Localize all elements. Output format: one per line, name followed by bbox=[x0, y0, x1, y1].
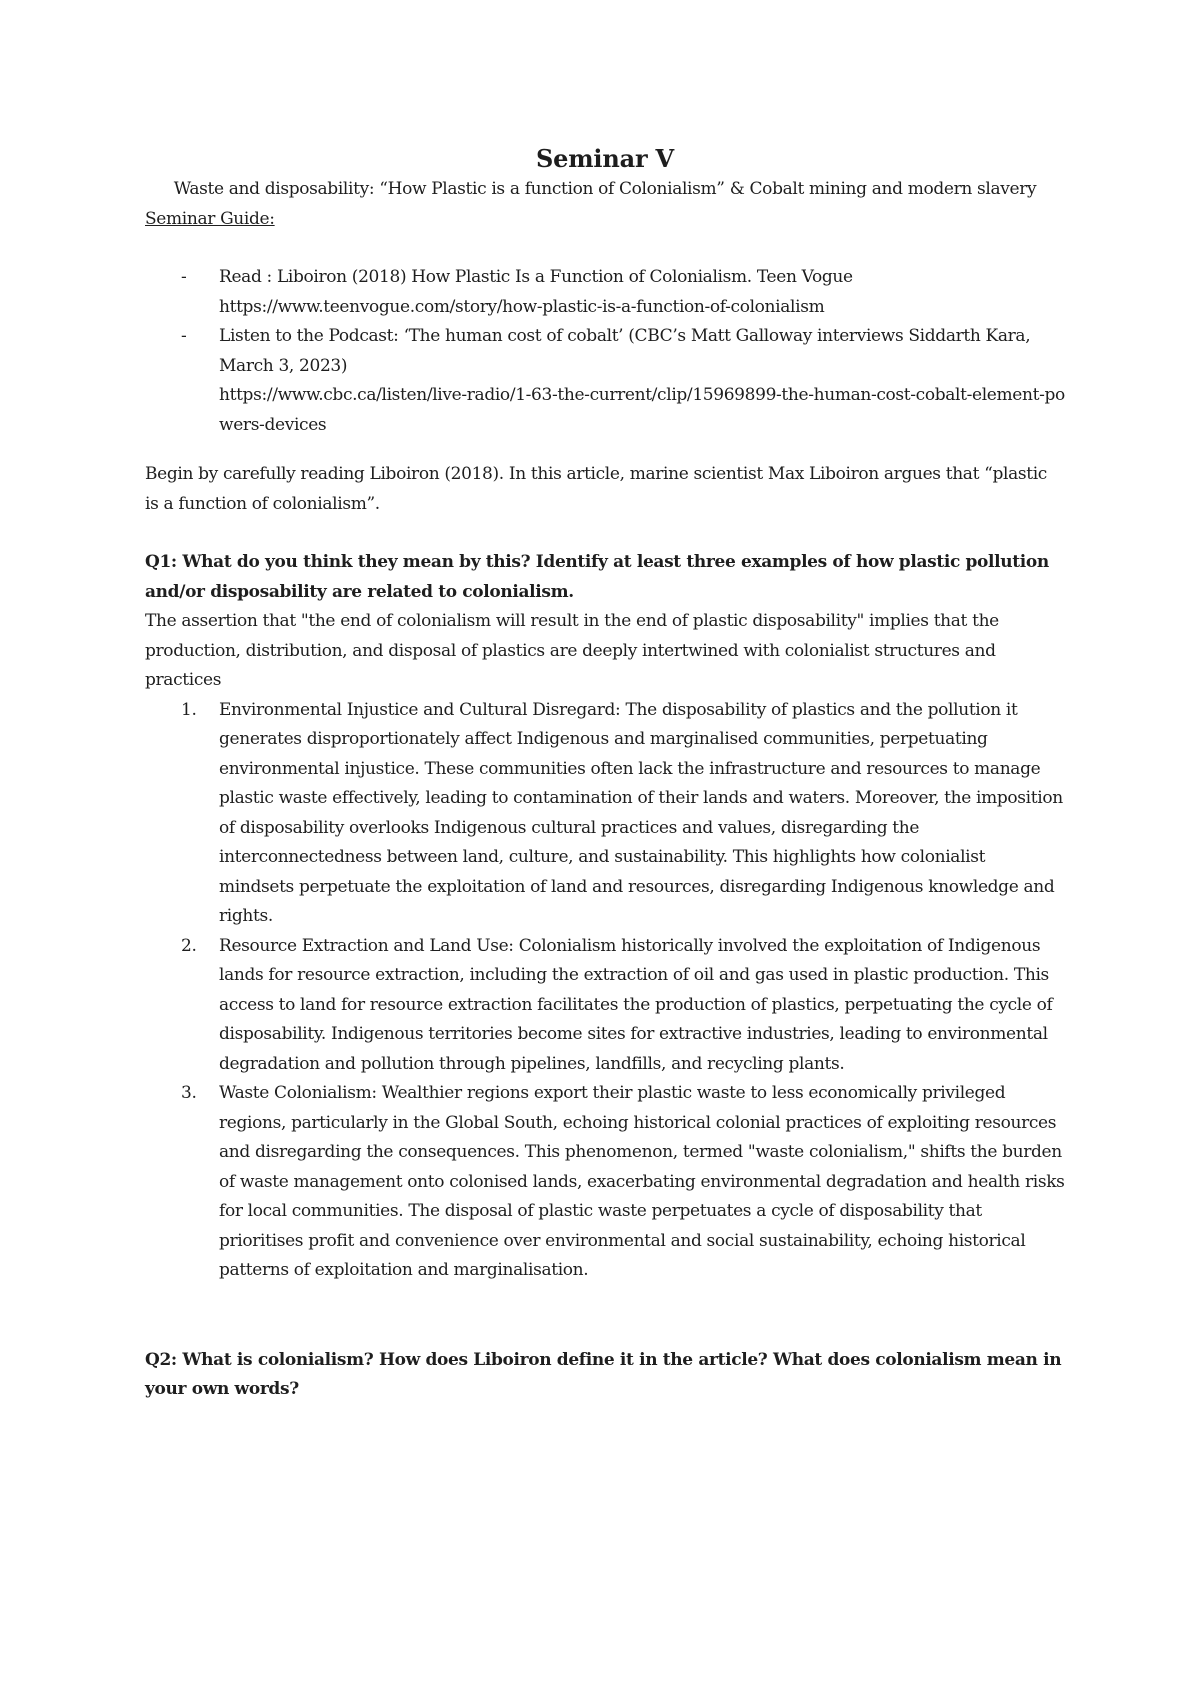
list-number: 2. bbox=[181, 935, 197, 956]
question-1: Q1: What do you think they mean by this? Identify at least three examples of how plastic pollution and/or disposability are related to colonialism. bbox=[145, 552, 1049, 602]
reading-text: Read : Liboiron (2018) How Plastic Is a Function of Colonialism. Teen Vogue bbox=[219, 267, 853, 287]
reading-item bbox=[145, 322, 1065, 440]
intro-paragraph: Begin by carefully reading Liboiron (2018). In this article, marine scientist Max Liboiron argues that “plastic is a function of colonialism”. bbox=[145, 464, 1047, 514]
answer-1-points bbox=[145, 696, 1065, 1286]
reading-text: Listen to the Podcast: ‘The human cost of cobalt’ (CBC’s Matt Galloway interviews Siddarth Kara, March 3, 2023) bbox=[219, 326, 1031, 376]
page-subtitle: Waste and disposability: “How Plastic is a function of Colonialism” & Cobalt mining and modern slavery bbox=[173, 179, 1037, 199]
list-item bbox=[145, 1079, 1065, 1286]
reading-link[interactable]: https://www.teenvogue.com/story/how-plastic-is-a-function-of-colonialism bbox=[219, 296, 825, 317]
list-item bbox=[145, 696, 1065, 932]
list-item bbox=[145, 932, 1065, 1080]
reading-item bbox=[145, 263, 1065, 322]
answer-1-intro: The assertion that "the end of colonialism will result in the end of plastic disposability" implies that the production, distribution, and disposal of plastics are deeply intertwined with colonialist structures and practices bbox=[145, 611, 999, 690]
dash-bullet: - bbox=[181, 267, 187, 287]
list-item-text: Waste Colonialism: Wealthier regions export their plastic waste to less economically privileged regions, particularly in the Global South, echoing historical colonial practices of exploiting resources and disregarding the consequences. This phenomenon, termed "waste colonialism," shifts the burden of waste management onto colonised lands, exacerbating environmental degradation and health risks for local communities. The disposal of plastic waste perpetuates a cycle of disposability that prioritises profit and convenience over environmental and social sustainability, echoing historical patterns of exploitation and marginalisation. bbox=[219, 1083, 1065, 1280]
page-title: Seminar V bbox=[536, 144, 674, 173]
list-item-text: Environmental Injustice and Cultural Disregard: The disposability of plastics and the pollution it generates disproportionately affect Indigenous and marginalised communities, perpetuating environmental injustice. These communities often lack the infrastructure and resources to manage plastic waste effectively, leading to contamination of their lands and waters. Moreover, the imposition of disposability overlooks Indigenous cultural practices and values, disregarding the interconnectedness between land, culture, and sustainability. This highlights how colonialist mindsets perpetuate the exploitation of land and resources, disregarding Indigenous knowledge and rights. bbox=[219, 699, 1063, 926]
list-number: 1. bbox=[181, 699, 197, 720]
question-2: Q2: What is colonialism? How does Liboiron define it in the article? What does colonialism mean in your own words? bbox=[145, 1349, 1062, 1399]
document-content bbox=[145, 143, 1065, 1405]
list-item-text: Resource Extraction and Land Use: Colonialism historically involved the exploitation of Indigenous lands for resource extraction, including the extraction of oil and gas used in plastic production. This access to land for resource extraction facilitates the production of plastics, perpetuating the cycle of disposability. Indigenous territories become sites for extractive industries, leading to environmental degradation and pollution through pipelines, landfills, and recycling plants. bbox=[219, 935, 1053, 1074]
dash-bullet: - bbox=[181, 326, 187, 346]
list-number: 3. bbox=[181, 1083, 197, 1103]
seminar-guide-label: Seminar Guide: bbox=[145, 208, 275, 229]
reading-link[interactable]: https://www.cbc.ca/listen/live-radio/1-63-the-current/clip/15969899-the-human-cost-cobalt-element-powers-devices bbox=[219, 385, 1065, 435]
readings-list bbox=[145, 263, 1065, 440]
